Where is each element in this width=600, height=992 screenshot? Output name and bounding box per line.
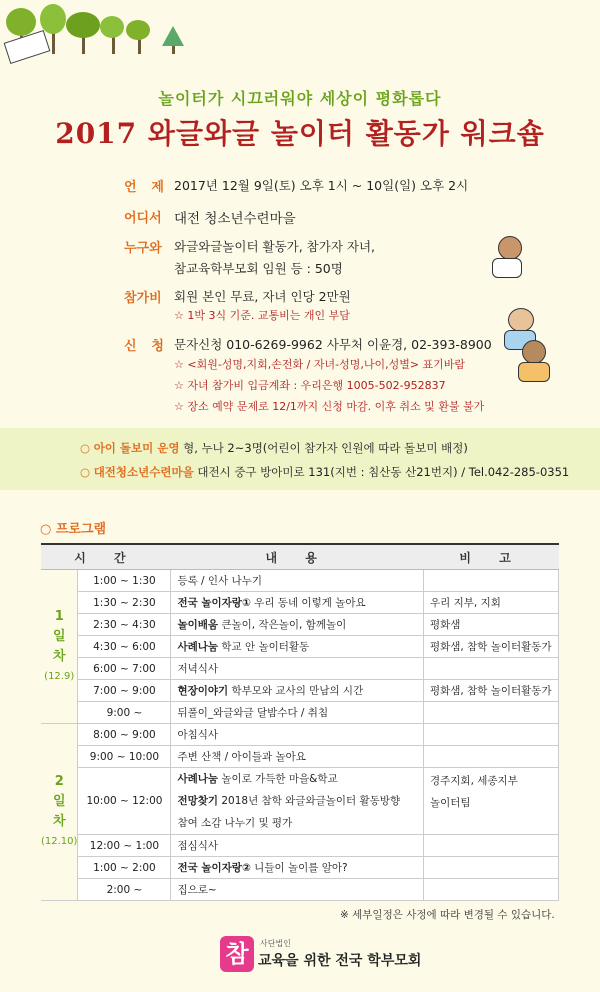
row-note [424, 835, 559, 857]
day1-date: (12.9) [44, 670, 75, 682]
fee-text: 회원 본인 무료, 자녀 인당 2만원 [174, 289, 351, 304]
circle-icon: ○ [80, 441, 91, 455]
row-note [424, 570, 559, 592]
table-row [41, 570, 559, 592]
band-row-venue [80, 464, 569, 480]
day2-il: 일 [52, 794, 66, 809]
tree-illustration [0, 0, 200, 70]
col-note: 비 고 [424, 544, 559, 570]
subtitle: 놀이터가 시끄러워야 세상이 평화롭다 [158, 89, 442, 108]
table-row [41, 614, 559, 636]
table-row [41, 857, 559, 879]
row-content: 놀이배움 큰놀이, 작은놀이, 함께놀이 [171, 614, 424, 636]
band-key-childcare: 아이 돌보미 운영 [93, 441, 180, 455]
row-content: 등록 / 인사 나누기 [171, 570, 424, 592]
day2-num: 2 [54, 774, 64, 789]
label-fee: 참가비 [124, 291, 162, 306]
row-time: 2:00 ~ [78, 879, 171, 901]
row-time: 7:00 ~ 9:00 [78, 680, 171, 702]
row-time: 9:00 ~ [78, 702, 171, 724]
table-row [41, 680, 559, 702]
label-apply: 신 청 [124, 339, 164, 354]
row-note [424, 702, 559, 724]
table-row [41, 724, 559, 746]
row-content: 주변 산책 / 아이들과 놀아요 [171, 746, 424, 768]
program-heading: ○ 프로그램 [40, 522, 107, 537]
day2-cha: 차 [52, 814, 66, 829]
day2-date: (12.10) [41, 836, 78, 847]
table-row [41, 879, 559, 901]
row-note [424, 746, 559, 768]
day1-num: 1 [54, 608, 64, 624]
row-note: 경주지회, 세종지부 놀이터팀 [424, 768, 559, 835]
who-line1: 와글와글놀이터 활동가, 참가자 자녀, [174, 239, 375, 254]
row-time: 1:00 ~ 2:00 [78, 857, 171, 879]
day1-il: 일 [52, 628, 66, 644]
row-note [424, 857, 559, 879]
row-content: 사례나눔 학교 안 놀이터활동 [171, 636, 424, 658]
band-key-venue: 대전청소년수련마을 [93, 465, 194, 479]
row-content: 점심식사 [171, 835, 424, 857]
table-row [41, 702, 559, 724]
row-time: 4:30 ~ 6:00 [78, 636, 171, 658]
label-when: 언 제 [124, 180, 164, 195]
row-note: 우리 지부, 지회 [424, 592, 559, 614]
day2-label [41, 724, 78, 901]
table-row [41, 592, 559, 614]
row-time: 2:30 ~ 4:30 [78, 614, 171, 636]
row-note [424, 724, 559, 746]
logo-mark: 참 [220, 936, 254, 972]
row-content: 뒤풀이_와글와글 달밤수다 / 취침 [171, 702, 424, 724]
who-line2: 참교육학부모회 임원 등 : 50명 [174, 261, 343, 276]
row-time: 10:00 ~ 12:00 [78, 768, 171, 835]
table-row [41, 636, 559, 658]
row-content: 전국 놀이자랑② 니들이 놀이를 알아? [171, 857, 424, 879]
label-where: 어디서 [124, 211, 162, 226]
schedule-table [41, 543, 559, 901]
band-text-childcare: 형, 누나 2~3명(어린이 참가자 인원에 따라 돌보미 배정) [179, 441, 468, 455]
row-time: 1:30 ~ 2:30 [78, 592, 171, 614]
row-time: 1:00 ~ 1:30 [78, 570, 171, 592]
apply-note-2: ☆ 자녀 참가비 입금계좌 : 우리은행 1005-502-952837 [174, 379, 446, 392]
fee-note: ☆ 1박 3식 기준. 교통비는 개인 부담 [174, 309, 350, 322]
where-text: 대전 청소년수련마을 [174, 211, 296, 227]
apply-text: 문자신청 010-6269-9962 사무처 이윤경, 02-393-8900 [174, 337, 492, 352]
apply-note-1: ☆ <회원-성명,지회,손전화 / 자녀-성명,나이,성별> 표기바람 [174, 358, 466, 371]
kids-illustration [478, 232, 578, 392]
label-who: 누구와 [124, 241, 162, 256]
row-content: 현장이야기 학부모와 교사의 만남의 시간 [171, 680, 424, 702]
row-time: 8:00 ~ 9:00 [78, 724, 171, 746]
logo-small-text: 사단법인 [260, 939, 291, 948]
band-row-childcare [80, 440, 468, 456]
logo-name: 교육을 위한 전국 학부모회 [258, 953, 422, 969]
row-note: 평화샘, 참학 놀이터활동가 [424, 680, 559, 702]
when-text: 2017년 12월 9일(토) 오후 1시 ~ 10일(일) 오후 2시 [174, 178, 469, 193]
band-text-venue: 대전시 중구 방아미로 131(지번 : 침산동 산21번지) / Tel.042-285-0351 [193, 465, 570, 479]
footnote: ※ 세부일정은 사정에 따라 변경될 수 있습니다. [340, 909, 555, 921]
row-time: 6:00 ~ 7:00 [78, 658, 171, 680]
row-note: 평화샘, 참학 놀이터활동가 [424, 636, 559, 658]
table-row [41, 658, 559, 680]
row-note [424, 658, 559, 680]
table-row [41, 835, 559, 857]
row-note [424, 879, 559, 901]
col-content: 내 용 [171, 544, 424, 570]
row-note: 평화샘 [424, 614, 559, 636]
row-content: 저녁식사 [171, 658, 424, 680]
table-row [41, 768, 559, 835]
col-time: 시 간 [41, 544, 171, 570]
table-row [41, 746, 559, 768]
apply-note-3: ☆ 장소 예약 문제로 12/1까지 신청 마감. 이후 취소 및 환불 불가 [174, 400, 485, 413]
info-band [0, 428, 600, 490]
day1-label [41, 570, 78, 724]
row-time: 9:00 ~ 10:00 [78, 746, 171, 768]
row-content: 집으로~ [171, 879, 424, 901]
row-time: 12:00 ~ 1:00 [78, 835, 171, 857]
row-content: 사례나눔 놀이로 가득한 마을&학교 전망찾기 2018년 참학 와글와글놀이터 활동방향 참여 소감 나누기 및 평가 [171, 768, 424, 835]
circle-icon: ○ [80, 465, 91, 479]
page-title: 2017 와글와글 놀이터 활동가 워크숍 [55, 117, 545, 150]
day1-cha: 차 [52, 648, 66, 664]
row-content: 전국 놀이자랑① 우리 동네 이렇게 놀아요 [171, 592, 424, 614]
row-content: 아침식사 [171, 724, 424, 746]
